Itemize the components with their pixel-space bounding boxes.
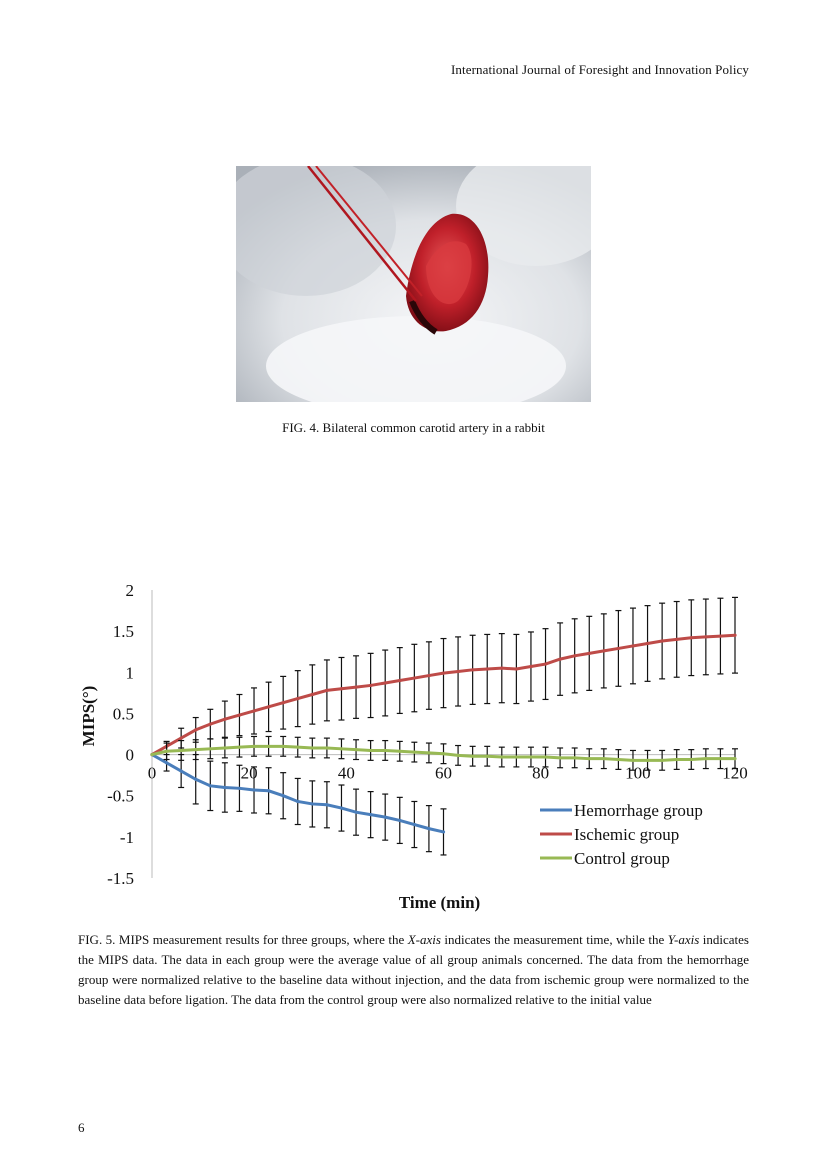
data-point (194, 748, 197, 751)
running-head: International Journal of Foresight and Innovation Policy (450, 62, 749, 77)
y-tick-label: 1 (125, 663, 134, 683)
chart-legend (540, 801, 703, 868)
data-point (296, 746, 299, 749)
data-point (252, 709, 255, 712)
data-point (325, 689, 328, 692)
x-axis-title: Time (min) (398, 893, 481, 912)
x-tick-label: 0 (147, 763, 157, 783)
data-point (252, 745, 255, 748)
data-point (602, 649, 605, 652)
caption-yaxis-term: Y-axis (667, 932, 700, 947)
data-point (529, 755, 532, 758)
data-point (194, 778, 197, 781)
x-tick-label: 120 (722, 763, 748, 783)
data-point (325, 746, 328, 749)
data-point (398, 819, 401, 822)
data-point (340, 747, 343, 750)
data-point (588, 652, 591, 655)
data-point (311, 693, 314, 696)
data-point (661, 639, 664, 642)
data-point (559, 658, 562, 661)
data-point (500, 755, 503, 758)
y-tick-label: -0.5 (107, 786, 134, 806)
data-point (398, 750, 401, 753)
data-point (544, 755, 547, 758)
data-point (631, 759, 634, 762)
data-point (325, 803, 328, 806)
data-point (398, 679, 401, 682)
data-point (515, 667, 518, 670)
y-tick-label: 0.5 (112, 704, 134, 724)
data-point (311, 802, 314, 805)
data-point (282, 745, 285, 748)
data-point (354, 748, 357, 751)
data-point (602, 757, 605, 760)
legend-label: Ischemic group (574, 825, 680, 844)
data-point (486, 667, 489, 670)
data-point (369, 813, 372, 816)
data-point (675, 758, 678, 761)
data-point (690, 758, 693, 761)
data-point (296, 800, 299, 803)
data-point (515, 755, 518, 758)
caption-text-part3: indicates the MIPS data. The data in each group were the average value of all group animals concerned. The data from the hemorrhage group were normalized relative to the baseline data without injection, and the data from ischemic group were normalized to the baseline data before ligation. The data from the control group were also normalized relative to the initial value (78, 932, 749, 1007)
data-point (617, 758, 620, 761)
data-point (427, 674, 430, 677)
data-point (427, 827, 430, 830)
data-point (427, 751, 430, 754)
data-point (646, 759, 649, 762)
data-point (209, 784, 212, 787)
x-tick-label: 80 (532, 763, 550, 783)
caption-text-part2: indicates the measurement time, while the (440, 932, 668, 947)
data-point (384, 816, 387, 819)
data-point (719, 634, 722, 637)
data-point (223, 718, 226, 721)
data-point (209, 723, 212, 726)
data-point (369, 749, 372, 752)
data-point (588, 757, 591, 760)
data-point (486, 755, 489, 758)
data-point (442, 672, 445, 675)
data-point (690, 636, 693, 639)
legend-label: Control group (574, 849, 670, 868)
figure4-photo (236, 166, 591, 402)
legend-label: Hemorrhage group (574, 801, 703, 820)
data-point (238, 713, 241, 716)
data-point (238, 787, 241, 790)
data-point (252, 788, 255, 791)
data-point (675, 638, 678, 641)
data-point (456, 670, 459, 673)
data-point (500, 667, 503, 670)
page-number: 6 (78, 1120, 85, 1135)
y-tick-label: -1.5 (107, 869, 134, 888)
data-point (223, 746, 226, 749)
data-point (165, 750, 168, 753)
data-point (631, 644, 634, 647)
y-axis-title: MIPS(°) (79, 685, 98, 747)
x-tick-label: 100 (625, 763, 651, 783)
data-point (471, 668, 474, 671)
data-point (194, 728, 197, 731)
data-point (413, 751, 416, 754)
figure5-chart (70, 570, 760, 920)
data-point (180, 769, 183, 772)
data-point (413, 823, 416, 826)
data-point (661, 759, 664, 762)
y-tick-label: 0 (125, 745, 134, 765)
data-point (282, 794, 285, 797)
y-tick-label: -1 (119, 827, 134, 847)
rabbit-surgical-site-photo (236, 166, 591, 402)
data-point (573, 654, 576, 657)
data-point (180, 749, 183, 752)
data-point (704, 757, 707, 760)
data-point (180, 737, 183, 740)
x-tick-label: 20 (240, 763, 258, 783)
data-point (617, 647, 620, 650)
figure4-caption: FIG. 4. Bilateral common carotid artery in a rabbit (282, 420, 545, 435)
data-point (165, 761, 168, 764)
data-point (704, 635, 707, 638)
data-point (267, 789, 270, 792)
data-point (209, 747, 212, 750)
data-point (456, 754, 459, 757)
data-point (311, 746, 314, 749)
data-point (267, 705, 270, 708)
caption-text-part1: FIG. 5. MIPS measurement results for three groups, where the (78, 932, 408, 947)
data-point (296, 697, 299, 700)
data-point (442, 830, 445, 833)
data-point (733, 757, 736, 760)
data-point (413, 676, 416, 679)
data-point (150, 753, 153, 756)
mips-line-chart (70, 570, 760, 920)
data-point (529, 665, 532, 668)
data-point (354, 811, 357, 814)
data-point (282, 701, 285, 704)
y-tick-label: 1.5 (112, 622, 134, 642)
data-point (573, 756, 576, 759)
data-point (719, 757, 722, 760)
data-point (267, 745, 270, 748)
data-point (559, 756, 562, 759)
data-point (238, 746, 241, 749)
data-point (442, 752, 445, 755)
caption-xaxis-term: X-axis (407, 932, 441, 947)
data-point (223, 786, 226, 789)
x-tick-label: 40 (337, 763, 355, 783)
data-point (340, 806, 343, 809)
data-point (384, 749, 387, 752)
y-tick-label: 2 (125, 581, 134, 600)
data-point (471, 755, 474, 758)
data-point (354, 685, 357, 688)
data-point (340, 687, 343, 690)
data-point (384, 681, 387, 684)
data-point (369, 684, 372, 687)
series-0 (147, 753, 446, 855)
data-point (544, 662, 547, 665)
figure5-caption (78, 930, 749, 1010)
series-1 (150, 597, 738, 756)
data-point (646, 642, 649, 645)
data-point (733, 634, 736, 637)
x-tick-label: 60 (435, 763, 452, 783)
